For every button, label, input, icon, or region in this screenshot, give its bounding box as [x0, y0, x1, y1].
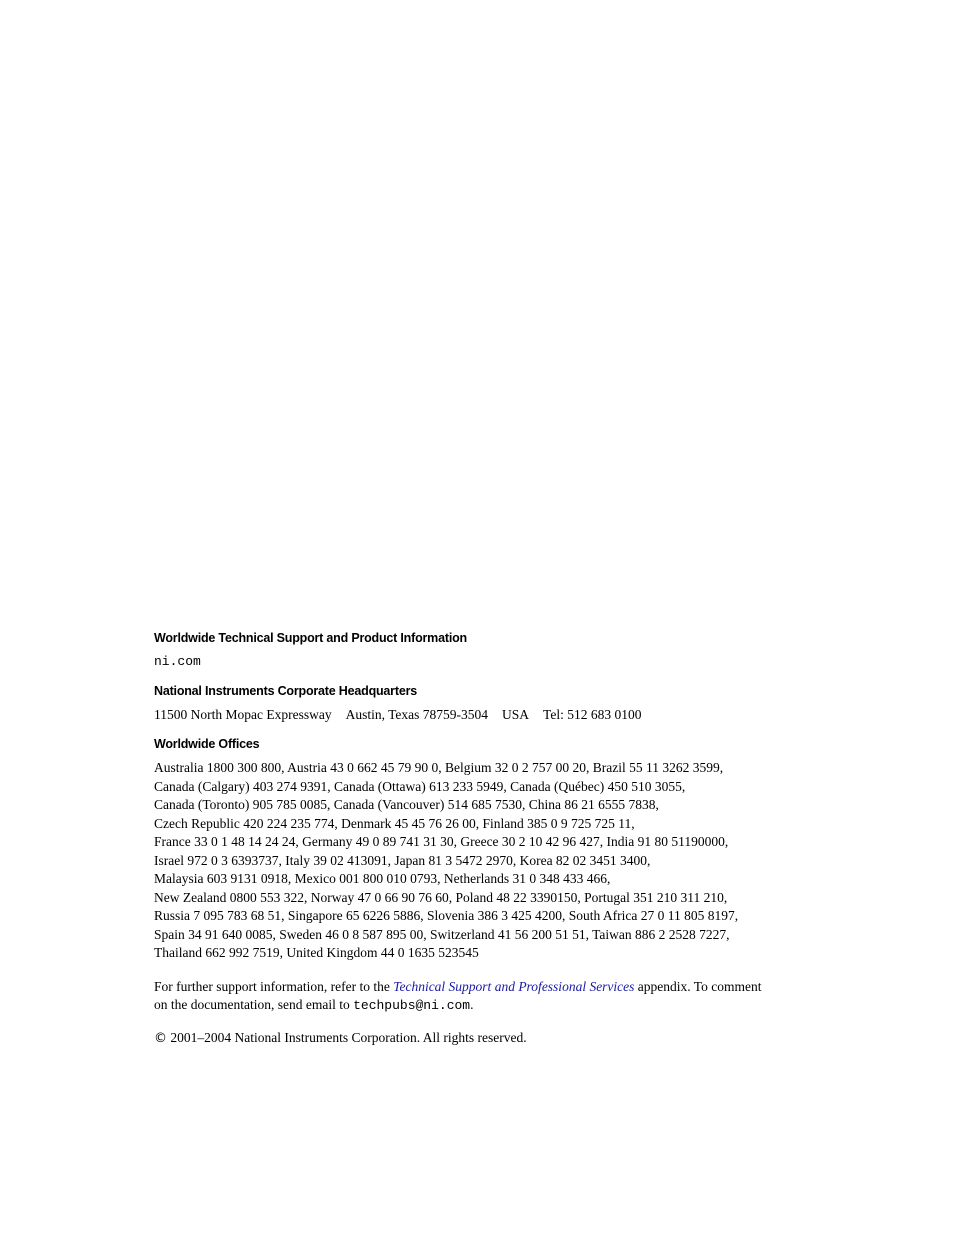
further-line2-prefix: on the documentation, send email to	[154, 997, 354, 1012]
further-text-after-link: appendix. To comment	[634, 978, 762, 994]
further-line-2	[154, 996, 794, 1016]
copyright-text: 2001–2004 National Instruments Corporation. All rights reserved.	[167, 1029, 527, 1045]
offices-line: Australia 1800 300 800, Austria 43 0 662 45 79 90 0, Belgium 32 0 2 757 00 20, Brazil 55 11 3262 3599,	[154, 760, 724, 775]
further-line2-suffix: .	[470, 997, 474, 1012]
hq-street: 11500 North Mopac Expressway	[154, 707, 332, 722]
further-line-1	[154, 978, 794, 997]
headquarters-address	[154, 706, 794, 724]
further-support-paragraph	[154, 978, 794, 1016]
offices-line: Thailand 662 992 7519, United Kingdom 44 0 1635 523545	[154, 945, 479, 960]
hq-city: Austin, Texas 78759-3504	[345, 707, 489, 722]
offices-line: Canada (Calgary) 403 274 9391, Canada (Ottawa) 613 233 5949, Canada (Québec) 450 510 3055,	[154, 778, 686, 794]
offices-line: France 33 0 1 48 14 24 24, Germany 49 0 89 741 31 30, Greece 30 2 10 42 96 427, India 91 80 51190000,	[154, 834, 729, 849]
offices-line: Russia 7 095 783 68 51, Singapore 65 6226 5886, Slovenia 386 3 425 4200, South Africa 27 0 11 805 8197,	[154, 908, 739, 923]
offices-line: Malaysia 603 9131 0918, Mexico 001 800 010 0793, Netherlands 31 0 348 433 466,	[154, 871, 611, 886]
headquarters-heading: National Instruments Corporate Headquarters	[154, 684, 417, 698]
copyright-notice	[154, 1029, 794, 1048]
further-text-before-link: For further support information, refer to the	[154, 978, 394, 994]
email-address[interactable]: techpubs@ni.com	[353, 998, 471, 1013]
support-heading: Worldwide Technical Support and Product Information	[154, 631, 467, 645]
offices-heading: Worldwide Offices	[154, 737, 260, 751]
offices-line: Israel 972 0 3 6393737, Italy 39 02 413091, Japan 81 3 5472 2970, Korea 82 02 3451 3400,	[154, 852, 651, 868]
offices-line: Canada (Toronto) 905 785 0085, Canada (Vancouver) 514 685 7530, China 86 21 6555 7838,	[154, 797, 659, 812]
hq-telephone: Tel: 512 683 0100	[543, 707, 642, 722]
offices-list	[154, 759, 794, 963]
offices-line: New Zealand 0800 553 322, Norway 47 0 66 90 76 60, Poland 48 22 3390150, Portugal 351 210 311 210,	[154, 889, 728, 905]
offices-line: Czech Republic 420 224 235 774, Denmark 45 45 76 26 00, Finland 385 0 9 725 725 11,	[154, 815, 635, 831]
hq-country: USA	[502, 707, 530, 722]
contact-info-section	[154, 629, 794, 1048]
offices-line: Spain 34 91 640 0085, Sweden 46 0 8 587 895 00, Switzerland 41 56 200 51 51, Taiwan 886 2 2528 7227,	[154, 926, 730, 942]
website-link[interactable]: ni.com	[154, 654, 201, 669]
copyright-icon: ©	[154, 1030, 167, 1046]
support-appendix-link[interactable]: Technical Support and Professional Services	[393, 978, 635, 994]
